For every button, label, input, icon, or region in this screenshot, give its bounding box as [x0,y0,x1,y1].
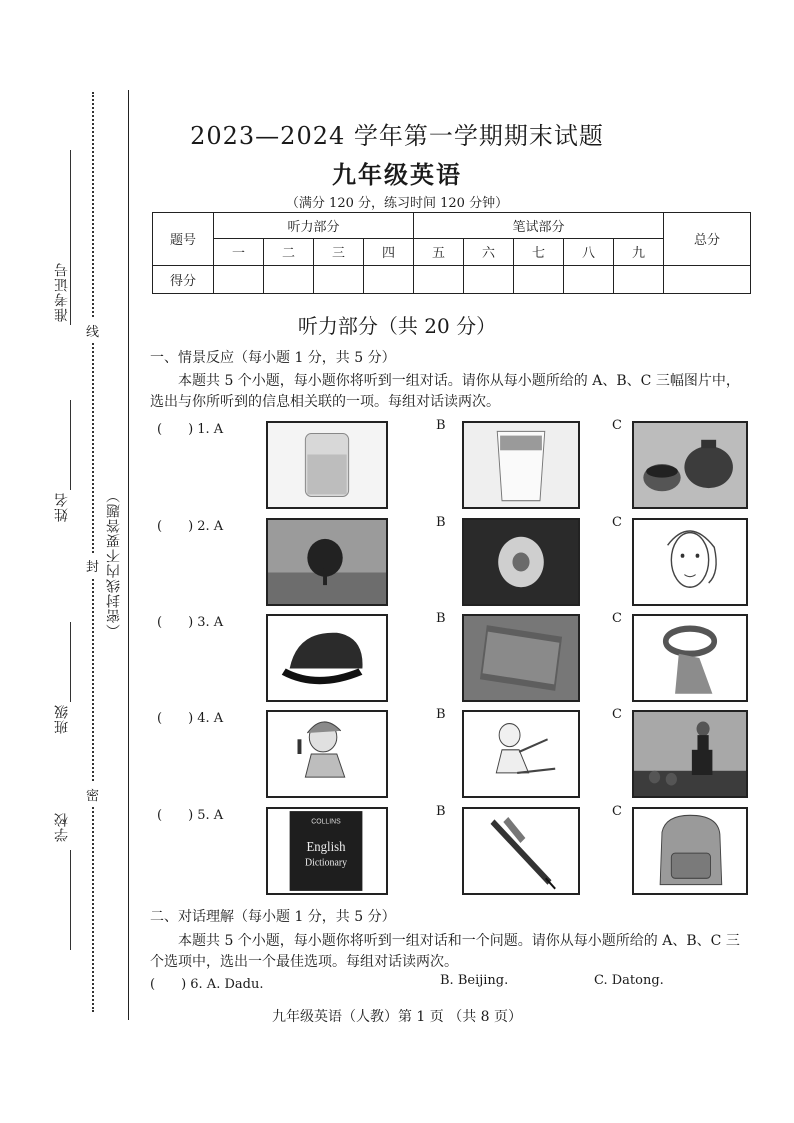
section1-title: 一、情景反应（每小题 1 分，共 5 分） [150,350,396,366]
score-cell[interactable] [214,265,264,293]
col-9: 九 [614,239,664,265]
listening-heading: 听力部分（共 20 分） [297,314,497,338]
question-4-label: ( ) 4. A [157,711,224,726]
score-row-label: 得分 [153,265,214,293]
man-speech-picture [634,712,746,796]
class-blank [70,622,72,702]
question-5-label: ( ) 5. A [157,808,224,823]
school-label: 学校 [54,812,70,842]
score-cell[interactable] [664,265,751,293]
question-5-option-b-label: B [436,804,446,819]
dictionary-picture [268,809,386,893]
name-label: 姓名 [54,492,70,522]
backpack-picture [634,809,746,893]
class-label: 班级 [54,704,70,734]
svg-text:Dictionary: Dictionary [305,857,348,869]
section2-instructions: 本题共 5 个小题，每小题你将听到一组对话和一个问题。请你从每小题所给的 A、B、C 三个选项中，选出一个最佳选项。每组对话读两次。 [150,933,740,970]
question-3-option-b-image[interactable] [462,614,580,702]
question-4-option-a-image[interactable] [266,710,388,798]
score-cell[interactable] [314,265,364,293]
question-1-option-c-label: C [612,418,622,433]
question-4-option-b-label: B [436,707,446,722]
svg-text:English: English [306,838,346,855]
question-5-option-c-image[interactable] [632,807,748,895]
score-cell[interactable] [264,265,314,293]
seal-dotted-line [92,92,94,1012]
question-3-option-c-image[interactable] [632,614,748,702]
question-2-option-b-image[interactable] [462,518,580,606]
col-2: 二 [264,239,314,265]
score-cell[interactable] [464,265,514,293]
pen-picture [464,809,578,893]
svg-text:COLLINS: COLLINS [311,817,341,826]
question-4-option-c-label: C [612,707,622,722]
margin-border-line [128,90,129,1020]
total-header: 总分 [664,213,751,266]
writing-header: 笔试部分 [414,213,664,239]
question-1-option-c-image[interactable] [632,421,748,509]
seal-feng-char: 封 [86,553,99,578]
col-4: 四 [364,239,414,265]
q6-option-c: C. Datong. [594,973,664,988]
dancing-girl-picture [464,712,578,796]
listening-header: 听力部分 [214,213,414,239]
exam-title: 2023—2024 学年第一学期期末试题 [190,122,604,150]
question-3-option-a-image[interactable] [266,614,388,702]
glass-jar-picture [268,423,386,507]
question-2-label: ( ) 2. A [157,519,224,534]
school-blank [70,850,72,950]
question-2-option-b-label: B [436,515,446,530]
seal-mi-char: 密 [86,782,99,807]
question-5-option-c-label: C [612,804,622,819]
q6-label: ( ) 6. A. Dadu. [150,977,264,992]
flower-picture [464,520,578,604]
col-7: 七 [514,239,564,265]
question-1-option-b-label: B [436,418,446,433]
score-table [152,212,751,294]
question-4-option-c-image[interactable] [632,710,748,798]
score-cell[interactable] [414,265,464,293]
name-blank [70,400,72,490]
singing-girl-picture [268,712,386,796]
score-cell[interactable] [514,265,564,293]
milk-glass-picture [464,423,578,507]
page-footer: 九年级英语（人教）第 1 页 （共 8 页） [271,1009,523,1025]
score-note: （满分 120 分，练习时间 120 分钟） [285,196,509,211]
tree-painting-picture [268,520,386,604]
col-1: 一 [214,239,264,265]
woman-sketch-picture [634,520,746,604]
section2-title: 二、对话理解（每小题 1 分，共 5 分） [150,909,396,925]
baseball-cap-picture [268,616,386,700]
section1-instructions: 本题共 5 个小题，每小题你将听到一组对话。请你从每小题所给的 A、B、C 三幅图片中，选出与你所听到的信息相关联的一项。每组对话读两次。 [150,373,740,410]
q6-option-b: B. Beijing. [440,973,509,988]
col-3: 三 [314,239,364,265]
col-8: 八 [564,239,614,265]
teapot-cup-picture [634,423,746,507]
question-1-label: ( ) 1. A [157,422,224,437]
question-2-option-c-image[interactable] [632,518,748,606]
question-5-option-a-image[interactable] [266,807,388,895]
scarf-picture [464,616,578,700]
question-3-label: ( ) 3. A [157,615,224,630]
question-5-option-b-image[interactable] [462,807,580,895]
col-5: 五 [414,239,464,265]
seal-line-char: 线 [86,318,99,343]
score-cell[interactable] [564,265,614,293]
question-3-option-b-label: B [436,611,446,626]
question-2-option-a-image[interactable] [266,518,388,606]
ring-sculpture-picture [634,616,746,700]
exam-no-label: 准考证号 [54,262,70,322]
score-cell[interactable] [614,265,664,293]
question-4-option-b-image[interactable] [462,710,580,798]
question-2-option-c-label: C [612,515,622,530]
col-6: 六 [464,239,514,265]
question-1-option-a-image[interactable] [266,421,388,509]
subject-title: 九年级英语 [332,160,462,189]
question-1-option-b-image[interactable] [462,421,580,509]
score-cell[interactable] [364,265,414,293]
question-no-header: 题号 [153,213,214,266]
no-answer-notice: （密封线内不要答题） [106,488,122,638]
question-3-option-c-label: C [612,611,622,626]
